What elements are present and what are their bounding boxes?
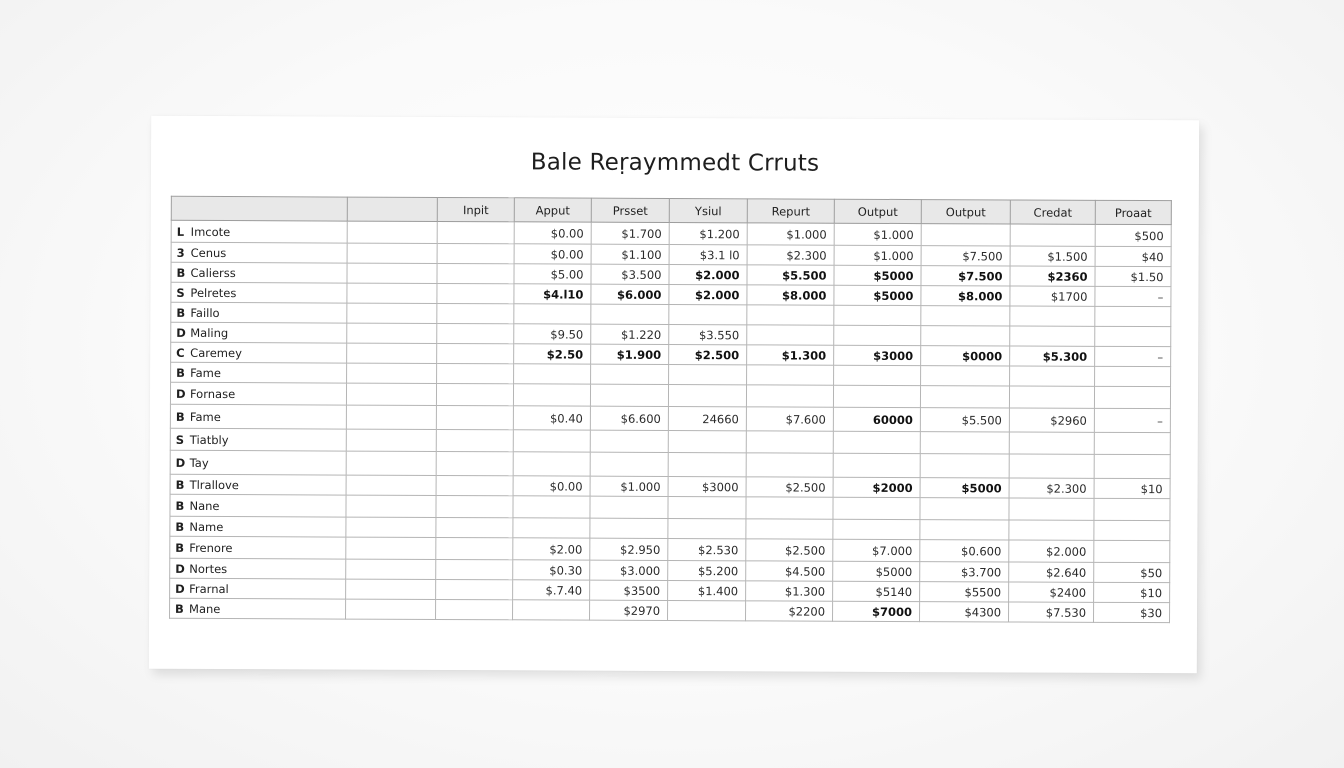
table-cell <box>746 519 833 539</box>
table-cell <box>513 518 590 538</box>
column-header: Inpit <box>437 197 514 221</box>
table-cell <box>513 384 590 406</box>
table-cell: – <box>1095 286 1171 306</box>
table-cell <box>921 326 1010 346</box>
table-cell <box>920 520 1009 540</box>
table-cell <box>513 452 590 476</box>
table-cell <box>346 429 436 451</box>
table-cell: $2.00 <box>513 538 590 560</box>
table-cell: $2.500 <box>746 477 833 497</box>
table-cell <box>669 364 747 384</box>
table-cell: $1.000 <box>834 223 921 245</box>
row-label <box>170 598 346 619</box>
column-header: Prsset <box>591 198 669 222</box>
table-cell <box>1009 432 1094 454</box>
table-cell: $7.500 <box>921 246 1010 266</box>
table-cell <box>833 519 920 539</box>
row-label <box>170 516 346 537</box>
row-name: Tay <box>189 455 209 470</box>
row-name: Maling <box>190 325 229 340</box>
table-cell: $2.300 <box>1009 478 1094 498</box>
table-cell <box>1010 224 1095 246</box>
table-cell <box>513 430 590 452</box>
table-cell <box>590 518 668 538</box>
row-prefix: C <box>176 345 185 360</box>
table-cell: $2.500 <box>746 539 833 561</box>
table-cell: $2.950 <box>590 538 668 560</box>
row-prefix: B <box>175 409 185 424</box>
table-cell <box>436 475 513 495</box>
table-cell <box>436 517 513 537</box>
row-label <box>171 282 347 303</box>
row-label <box>170 450 346 475</box>
table-cell <box>590 452 668 476</box>
row-label <box>171 242 347 263</box>
table-cell: $3500 <box>590 580 668 600</box>
table-cell <box>834 305 921 325</box>
row-label <box>170 578 346 599</box>
table-cell <box>346 517 436 537</box>
table-cell: $3000 <box>668 476 746 496</box>
table-cell: $2.50 <box>514 344 591 364</box>
table-cell: $1.200 <box>669 222 747 244</box>
table-cell: $0.00 <box>514 244 591 264</box>
table-cell <box>747 305 834 325</box>
table-cell: $7.500 <box>921 266 1010 286</box>
table-cell: $0.00 <box>513 476 590 496</box>
table-cell: $1700 <box>1010 286 1095 306</box>
row-label <box>171 322 347 343</box>
row-name: Mane <box>189 601 221 616</box>
table-cell: $3.500 <box>591 264 669 284</box>
row-label <box>170 428 346 451</box>
table-cell: $1.50 <box>1095 266 1171 286</box>
table-cell <box>347 303 437 323</box>
table-cell <box>346 475 436 495</box>
table-cell: $2.530 <box>668 538 746 560</box>
table-cell: $2000 <box>833 477 920 497</box>
table-cell: $50 <box>1094 562 1170 582</box>
table-cell <box>437 283 514 303</box>
row-label <box>171 262 347 283</box>
row-name: Faillo <box>190 305 220 320</box>
table-cell <box>436 559 513 579</box>
table-cell: $3.1 l0 <box>669 244 747 264</box>
row-prefix: D <box>175 386 186 401</box>
table-cell <box>513 496 590 518</box>
table-cell <box>514 304 591 324</box>
table-cell <box>920 454 1009 478</box>
row-label <box>170 474 346 495</box>
row-prefix: B <box>176 365 185 380</box>
table-cell <box>1094 386 1170 408</box>
table-cell: $7000 <box>833 601 920 621</box>
table-cell <box>514 364 591 384</box>
table-cell <box>437 363 514 383</box>
table-cell <box>669 304 747 324</box>
table-cell <box>347 283 437 303</box>
table-cell: $1.400 <box>668 580 746 600</box>
table-cell <box>1094 432 1170 454</box>
column-header: Credat <box>1010 200 1095 224</box>
table-cell: $1.000 <box>590 476 668 496</box>
row-name: Fame <box>190 365 222 380</box>
table-cell <box>1094 520 1170 540</box>
column-header <box>171 196 347 221</box>
table-cell: $5.200 <box>668 560 746 580</box>
table-cell: $8.000 <box>747 285 834 305</box>
row-prefix: B <box>175 519 185 534</box>
table-cell <box>436 495 513 517</box>
row-prefix: D <box>175 455 186 470</box>
table-cell <box>436 599 513 619</box>
table-cell <box>1010 306 1095 326</box>
table-cell: $30 <box>1094 602 1170 622</box>
table-cell <box>1094 454 1170 478</box>
table-cell: $1.220 <box>591 324 669 344</box>
table-cell: $2.640 <box>1009 562 1094 582</box>
table-cell <box>746 385 833 407</box>
table-cell: $3.550 <box>669 324 747 344</box>
table-cell <box>1095 326 1171 346</box>
table-cell <box>347 221 437 243</box>
table-cell: $3.700 <box>920 562 1009 582</box>
table-cell <box>590 496 668 518</box>
row-prefix: D <box>176 325 186 340</box>
row-prefix: B <box>175 498 185 513</box>
row-label <box>171 220 347 243</box>
row-label <box>171 362 347 383</box>
table-cell: $0.40 <box>513 406 590 430</box>
table-cell <box>668 384 746 406</box>
row-name: Fame <box>189 409 221 424</box>
table-cell <box>1095 306 1171 326</box>
table-cell: 24660 <box>668 406 746 430</box>
table-cell <box>437 243 514 263</box>
table-cell: $1.100 <box>591 244 669 264</box>
table-cell: $2970 <box>590 600 668 620</box>
table-cell: $500 <box>1095 224 1171 246</box>
row-name: Fornase <box>189 386 236 401</box>
row-name: Nane <box>189 498 220 513</box>
table-cell <box>668 496 746 518</box>
row-prefix: D <box>175 561 185 576</box>
table-cell: $1.300 <box>747 345 834 365</box>
row-name: Name <box>189 519 224 534</box>
table-cell <box>1009 520 1094 540</box>
row-label <box>170 404 346 429</box>
table-cell: $2400 <box>1009 582 1094 602</box>
table-cell <box>920 386 1009 408</box>
table-cell <box>436 537 513 559</box>
table-cell: $5500 <box>920 582 1009 602</box>
table-cell <box>346 537 436 559</box>
table-cell: $3.000 <box>590 560 668 580</box>
document-title: Bale Reṛaymmedt Crruts <box>530 149 820 177</box>
row-name: Frarnal <box>189 581 229 596</box>
table-cell: $2.300 <box>747 245 834 265</box>
table-cell <box>591 304 669 324</box>
row-prefix: S <box>176 285 185 300</box>
table-cell <box>1094 540 1170 562</box>
table-cell <box>668 518 746 538</box>
table-cell <box>668 430 746 452</box>
table-cell <box>833 385 920 407</box>
table-cell: $9.50 <box>514 324 591 344</box>
table-cell <box>437 303 514 323</box>
table-cell <box>437 343 514 363</box>
table-cell: $0.00 <box>514 222 591 244</box>
row-name: Frenore <box>189 540 233 555</box>
table-cell: $.7.40 <box>513 580 590 600</box>
table-cell: $2.000 <box>1009 540 1094 562</box>
table-cell: $4300 <box>920 602 1009 622</box>
column-header: Ysiul <box>669 198 747 222</box>
row-name: Caremey <box>190 345 242 360</box>
table-cell: $5.500 <box>920 408 1009 432</box>
table-cell: $6.600 <box>590 406 668 430</box>
table-cell <box>1010 366 1095 386</box>
table-cell <box>436 451 513 475</box>
table-cell <box>346 599 436 619</box>
table-cell <box>437 323 514 343</box>
table-cell <box>833 453 920 477</box>
table-cell <box>1009 386 1094 408</box>
table-cell: $1.900 <box>591 344 669 364</box>
table-cell <box>590 430 668 452</box>
table-cell: $0.600 <box>920 540 1009 562</box>
column-header: Apput <box>514 198 591 222</box>
row-label <box>171 342 347 363</box>
row-prefix: D <box>175 581 185 596</box>
row-name: Pelretes <box>190 285 237 300</box>
table-cell <box>746 431 833 453</box>
table-cell: $5.300 <box>1010 346 1095 366</box>
table-cell <box>347 343 437 363</box>
table-cell: $10 <box>1094 478 1170 498</box>
row-prefix: 3 <box>176 245 185 260</box>
table-cell <box>1009 498 1094 520</box>
table-cell <box>833 497 920 519</box>
table-cell: $2360 <box>1010 266 1095 286</box>
table-cell: $3000 <box>834 345 921 365</box>
row-name: Imcote <box>190 224 231 239</box>
table-cell <box>347 263 437 283</box>
table-cell: $1.300 <box>746 581 833 601</box>
table-cell <box>1095 366 1171 386</box>
row-name: Cenus <box>190 245 227 260</box>
table-cell: $4.500 <box>746 561 833 581</box>
table-cell <box>746 453 833 477</box>
row-name: Nortes <box>189 561 228 576</box>
table-cell <box>437 221 514 243</box>
table-cell <box>833 431 920 453</box>
table-cell: $5.500 <box>747 265 834 285</box>
row-label <box>170 382 346 405</box>
table-cell <box>347 363 437 383</box>
column-header: Proaat <box>1095 200 1171 224</box>
table-cell <box>437 263 514 283</box>
table-cell <box>668 600 746 620</box>
table-cell: $1.700 <box>591 222 669 244</box>
table-cell: – <box>1094 408 1170 432</box>
column-header: Repurt <box>747 199 834 223</box>
row-label <box>170 494 346 517</box>
table-cell <box>436 405 513 429</box>
table-cell: $1.000 <box>834 245 921 265</box>
table-cell: $2200 <box>746 601 833 621</box>
row-prefix: B <box>176 265 186 280</box>
table-cell: $2.000 <box>669 264 747 284</box>
row-label <box>170 558 346 579</box>
table-cell: $7.600 <box>746 407 833 431</box>
table-cell: $7.530 <box>1009 602 1094 622</box>
row-label <box>170 536 346 559</box>
table-cell <box>747 365 834 385</box>
table-cell <box>921 306 1010 326</box>
table-cell <box>436 429 513 451</box>
table-cell: – <box>1095 346 1171 366</box>
table-cell <box>436 579 513 599</box>
row-prefix: L <box>176 224 185 239</box>
row-name: Tiatbly <box>189 432 229 447</box>
table-cell: $6.000 <box>591 284 669 304</box>
column-header: Output <box>921 200 1010 224</box>
row-prefix: S <box>175 432 185 447</box>
row-prefix: B <box>175 477 185 492</box>
table-cell: $0.30 <box>513 560 590 580</box>
table-cell <box>347 243 437 263</box>
table-cell <box>346 579 436 599</box>
table-cell <box>346 495 436 517</box>
table-cell: $2.000 <box>669 284 747 304</box>
table-cell <box>920 432 1009 454</box>
table-cell: $8.000 <box>921 286 1010 306</box>
column-header: Output <box>834 199 921 223</box>
table-cell <box>1094 498 1170 520</box>
table-cell <box>347 323 437 343</box>
table-cell <box>346 451 436 475</box>
row-prefix: B <box>175 540 185 555</box>
table-cell <box>921 224 1010 246</box>
table-cell: $5.00 <box>514 264 591 284</box>
table-cell <box>590 384 668 406</box>
table-cell: $5000 <box>920 478 1009 498</box>
column-header <box>347 197 437 221</box>
row-prefix: B <box>176 305 186 320</box>
table-cell: $1.500 <box>1010 246 1095 266</box>
row-name: Tlrallove <box>189 477 239 492</box>
table-cell <box>1009 454 1094 478</box>
table-cell <box>346 559 436 579</box>
table-cell: $0000 <box>921 346 1010 366</box>
table-cell: $5000 <box>833 561 920 581</box>
table-cell: $2960 <box>1009 408 1094 432</box>
table-cell <box>591 364 669 384</box>
table-cell: $40 <box>1095 246 1171 266</box>
row-label <box>171 302 347 323</box>
table-cell <box>668 452 746 476</box>
table-cell: $4.l10 <box>514 284 591 304</box>
row-name: Calierss <box>190 265 236 280</box>
table-cell <box>346 405 436 429</box>
table-cell: $2.500 <box>669 344 747 364</box>
table-cell <box>921 366 1010 386</box>
table-cell <box>834 365 921 385</box>
table-cell <box>747 325 834 345</box>
table-cell: $7.000 <box>833 539 920 561</box>
data-table <box>169 196 1172 623</box>
table-cell: 60000 <box>833 407 920 431</box>
table-cell: $5140 <box>833 581 920 601</box>
table-cell: $5000 <box>834 265 921 285</box>
table-cell: $5000 <box>834 285 921 305</box>
table-cell <box>513 600 590 620</box>
table-row <box>170 598 1170 622</box>
table-cell <box>746 497 833 519</box>
table-cell <box>346 383 436 405</box>
table-cell: $1.000 <box>747 223 834 245</box>
table-cell: $10 <box>1094 582 1170 602</box>
table-cell <box>1010 326 1095 346</box>
table-cell <box>920 498 1009 520</box>
paper-sheet <box>149 116 1199 674</box>
table-cell <box>834 325 921 345</box>
table-cell <box>436 383 513 405</box>
row-prefix: B <box>175 601 184 616</box>
